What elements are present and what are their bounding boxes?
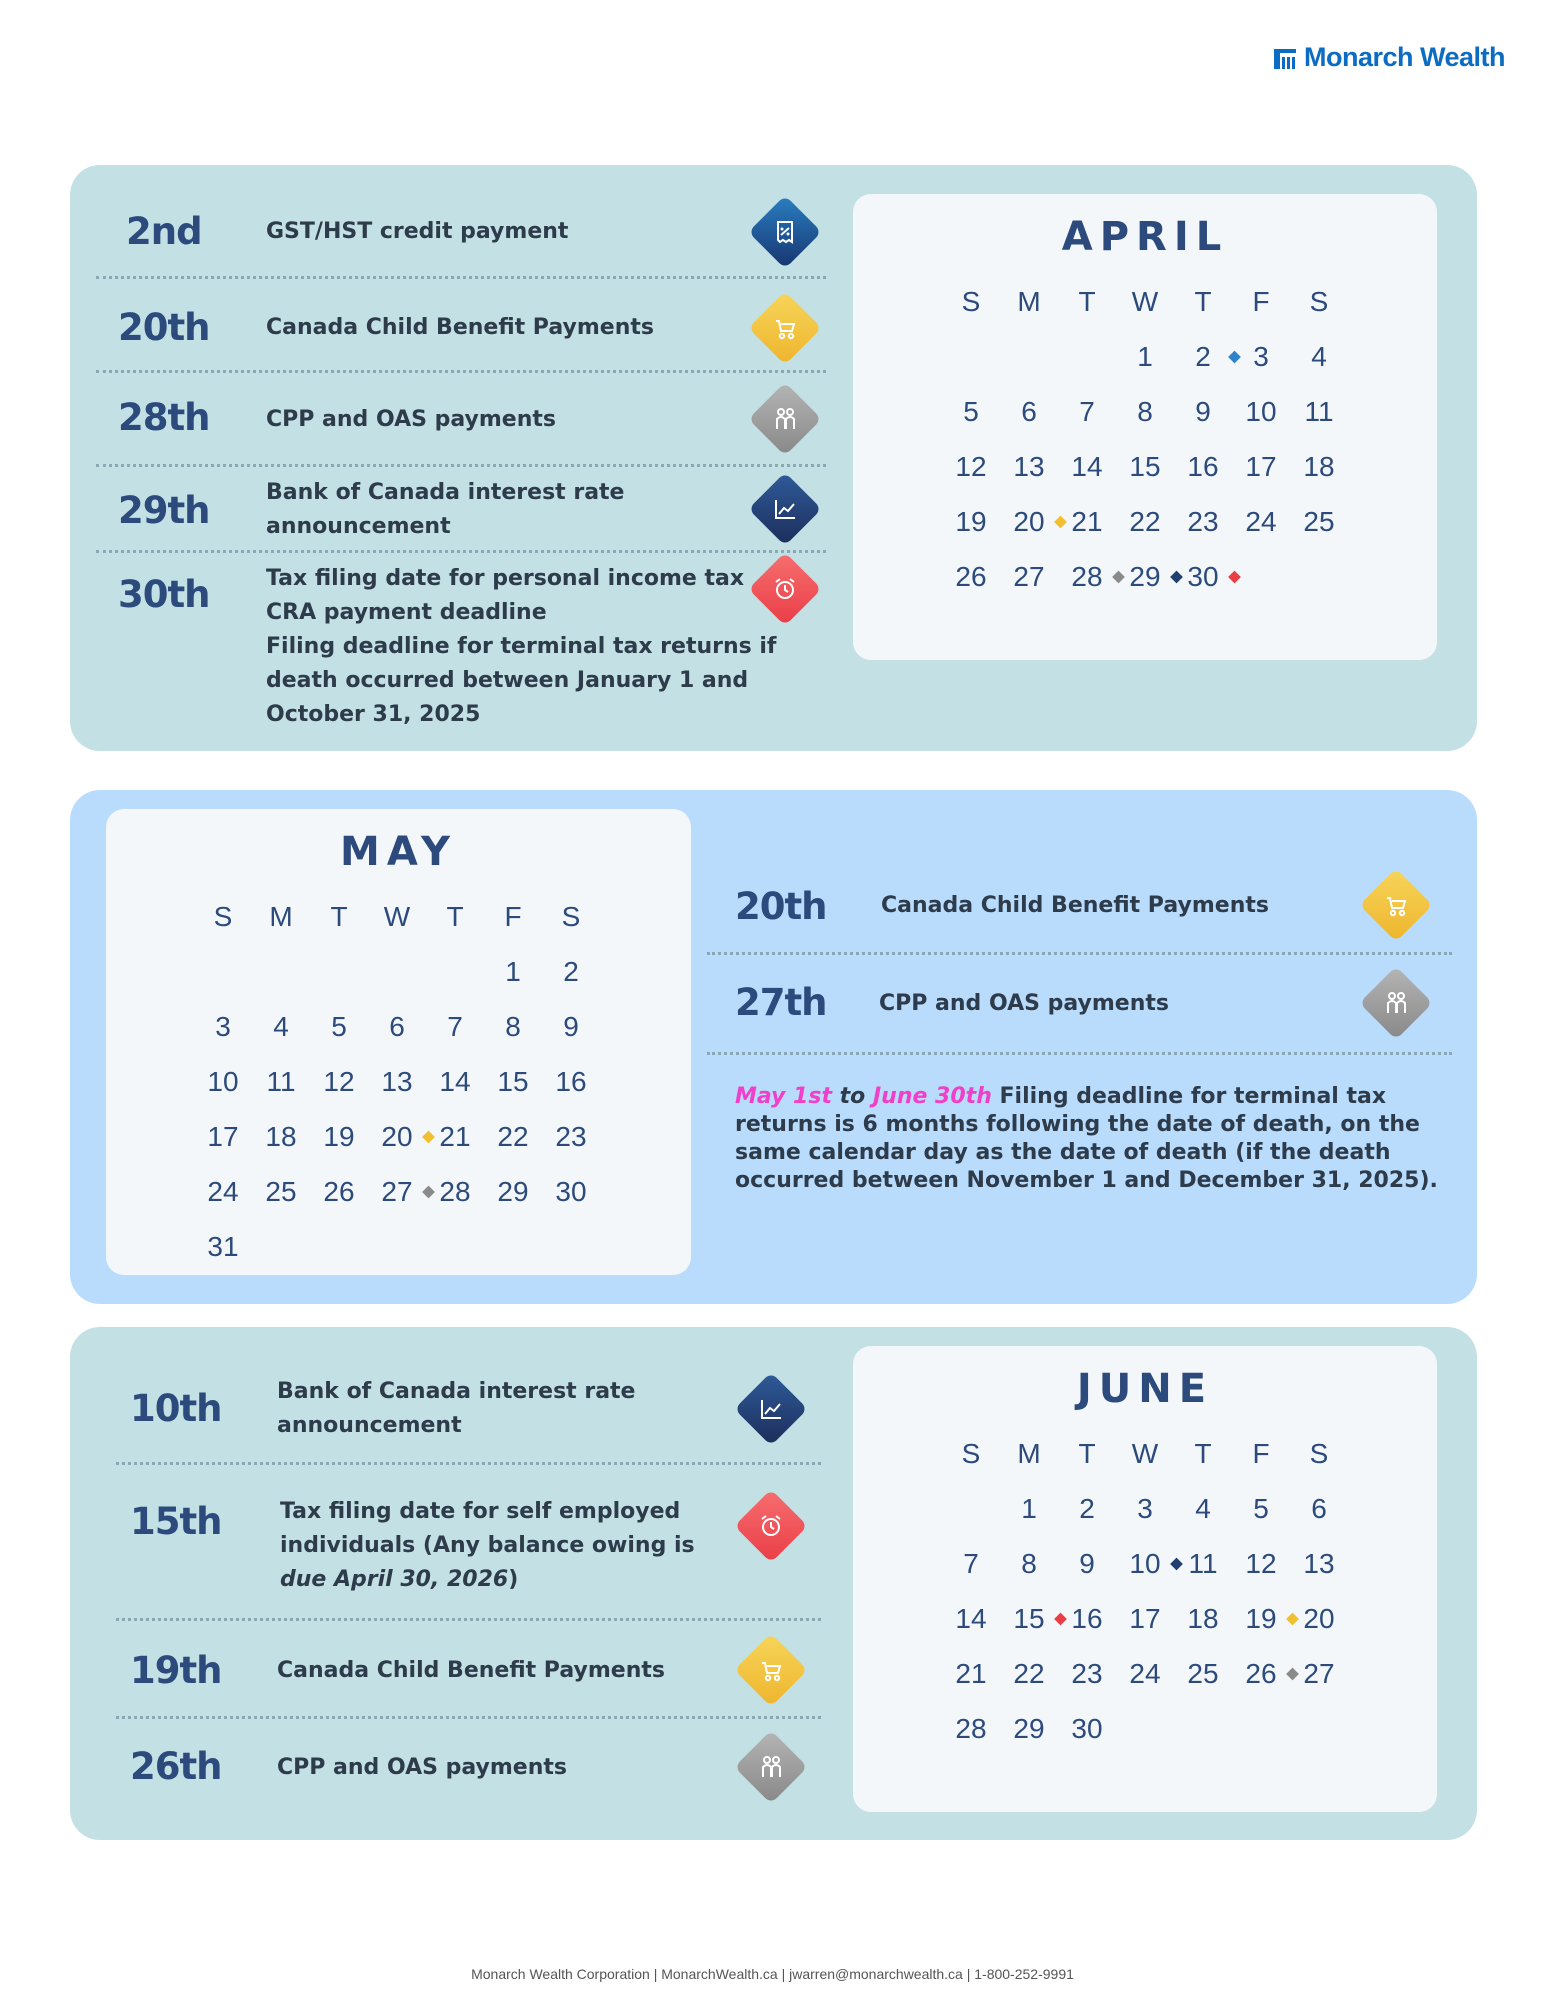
calendar-day: 5	[331, 1010, 347, 1042]
calendar-day: 27	[368, 1164, 426, 1219]
calendar-day: 14	[955, 1602, 987, 1634]
weekday-label: T	[330, 900, 348, 932]
calendar-day: 18	[265, 1120, 297, 1152]
calendar-day: 4	[1195, 1492, 1211, 1524]
weekday-label: W	[1131, 1437, 1159, 1469]
seniors-icon	[734, 1730, 808, 1804]
calendar-day: 17	[1129, 1602, 1161, 1634]
calendar-day: 2	[563, 955, 579, 987]
weekday-label: S	[1309, 285, 1329, 317]
calendar-grid	[942, 1426, 1348, 1756]
calendar-day: 30	[1071, 1712, 1103, 1744]
calendar-day: 22	[1013, 1657, 1045, 1689]
calendar-day	[942, 1481, 1000, 1536]
weekday-label: T	[1078, 285, 1096, 317]
april-calendar	[853, 194, 1437, 660]
calendar-day: 30	[1174, 549, 1232, 604]
calendar-day: 3	[1137, 1492, 1153, 1524]
weekday-label: F	[1252, 1437, 1270, 1469]
event-date: 30th	[118, 573, 210, 616]
event-description: CPP and OAS payments	[277, 1755, 567, 1780]
calendar-day	[252, 944, 310, 999]
calendar-day: 20	[1303, 1602, 1335, 1634]
event-description: Canada Child Benefit Payments	[266, 315, 654, 340]
calendar-day	[1000, 329, 1058, 384]
calendar-day: 1	[1137, 340, 1153, 372]
june-calendar	[853, 1346, 1437, 1812]
weekday-label: F	[1252, 285, 1270, 317]
calendar-day: 17	[207, 1120, 239, 1152]
calendar-day: 5	[1253, 1492, 1269, 1524]
event-description: CPP and OAS payments	[879, 991, 1169, 1016]
event-date: 2nd	[126, 210, 202, 253]
event-description: Bank of Canada interest rate announcement	[266, 480, 625, 539]
calendar-day: 6	[389, 1010, 405, 1042]
calendar-day	[194, 944, 252, 999]
calendar-day	[368, 944, 426, 999]
calendar-title: JUNE	[1076, 1366, 1214, 1412]
may-section	[70, 790, 1477, 1304]
calendar-title: APRIL	[1061, 214, 1229, 260]
calendar-day: 18	[1303, 450, 1335, 482]
june-event-list	[116, 1327, 821, 1819]
event-description: Canada Child Benefit Payments	[277, 1658, 665, 1683]
june-event-row	[116, 1465, 821, 1621]
seniors-icon	[748, 382, 822, 456]
note-start-date: May 1st	[735, 1084, 832, 1109]
calendar-day: 8	[1137, 395, 1153, 427]
weekday-label: T	[446, 900, 464, 932]
calendar-day: 28	[955, 1712, 987, 1744]
calendar-day: 26	[1232, 1646, 1290, 1701]
calendar-day: 21	[1071, 505, 1103, 537]
receipt-icon	[748, 195, 822, 269]
seniors-icon	[1359, 966, 1433, 1040]
calendar-title: MAY	[340, 829, 457, 875]
calendar-day: 25	[265, 1175, 297, 1207]
calendar-day: 19	[323, 1120, 355, 1152]
april-event-row	[96, 467, 826, 553]
calendar-day: 7	[447, 1010, 463, 1042]
calendar-day: 16	[1187, 450, 1219, 482]
note-to: to	[839, 1084, 866, 1109]
chart-icon	[748, 472, 822, 546]
calendar-day: 11	[266, 1065, 296, 1097]
brand-logo	[1274, 42, 1505, 73]
calendar-day: 12	[1245, 1547, 1277, 1579]
weekday-label: S	[1309, 1437, 1329, 1469]
calendar-day: 22	[1129, 505, 1161, 537]
calendar-day	[310, 944, 368, 999]
calendar-day: 16	[555, 1065, 587, 1097]
weekday-label: S	[961, 1437, 981, 1469]
brand-name: Monarch Wealth	[1303, 42, 1505, 72]
calendar-day: 11	[1304, 395, 1334, 427]
weekday-label: F	[504, 900, 522, 932]
calendar-day: 28	[439, 1175, 471, 1207]
stroller-icon	[1359, 868, 1433, 942]
calendar-day: 30	[555, 1175, 587, 1207]
calendar-day: 9	[1195, 395, 1211, 427]
calendar-day: 2	[1079, 1492, 1095, 1524]
calendar-day: 14	[1071, 450, 1103, 482]
weekday-label: S	[213, 900, 233, 932]
may-event-list	[707, 857, 1452, 1055]
calendar-day: 24	[207, 1175, 239, 1207]
note-text: Filing deadline for terminal tax returns is 6 months following the date of death, on the same calendar day as the date of death (if the death occurred between November 1 and December 31, 2025).	[735, 1084, 1438, 1193]
may-event-row	[707, 857, 1452, 955]
calendar-grid	[942, 274, 1348, 604]
calendar-day: 27	[1013, 560, 1045, 592]
calendar-day	[1058, 329, 1116, 384]
may-calendar	[106, 809, 691, 1275]
calendar-day: 21	[439, 1120, 471, 1152]
calendar-day: 15	[1000, 1591, 1058, 1646]
weekday-label: S	[961, 285, 981, 317]
calendar-day: 29	[497, 1175, 529, 1207]
alarm-clock-icon	[734, 1489, 808, 1563]
calendar-day: 13	[1303, 1547, 1335, 1579]
calendar-day: 19	[1232, 1591, 1290, 1646]
calendar-day: 20	[1000, 494, 1058, 549]
stroller-icon	[748, 291, 822, 365]
calendar-day: 28	[1058, 549, 1116, 604]
april-event-row	[96, 279, 826, 373]
calendar-day: 25	[1303, 505, 1335, 537]
calendar-day: 17	[1245, 450, 1277, 482]
calendar-day: 10	[1245, 395, 1277, 427]
june-event-row	[116, 1621, 821, 1719]
june-event-row	[116, 1719, 821, 1819]
april-event-row	[96, 373, 826, 467]
calendar-day	[942, 329, 1000, 384]
page-footer: Monarch Wealth Corporation | MonarchWealth.ca | jwarren@monarchwealth.ca | 1-800-252-9991	[471, 1966, 1074, 1982]
note-end-date: June 30th	[872, 1084, 992, 1109]
calendar-day: 10	[207, 1065, 239, 1097]
calendar-day: 19	[955, 505, 987, 537]
weekday-label: W	[383, 900, 411, 932]
event-date: 20th	[118, 306, 210, 349]
calendar-day: 15	[497, 1065, 529, 1097]
calendar-day: 1	[505, 955, 521, 987]
weekday-label: S	[561, 900, 581, 932]
calendar-day	[426, 944, 484, 999]
calendar-day: 3	[1253, 340, 1269, 372]
event-date: 15th	[130, 1500, 222, 1543]
event-date: 10th	[130, 1387, 222, 1430]
alarm-clock-icon	[748, 552, 822, 626]
april-event-row	[96, 165, 826, 279]
calendar-day: 18	[1187, 1602, 1219, 1634]
event-description: GST/HST credit payment	[266, 219, 569, 244]
event-description: Tax filing date for self employed individuals (Any balance owing is due April 30, 2026)	[280, 1499, 695, 1592]
calendar-day: 8	[1021, 1547, 1037, 1579]
calendar-day: 29	[1116, 549, 1174, 604]
calendar-day: 24	[1245, 505, 1277, 537]
calendar-day: 4	[273, 1010, 289, 1042]
calendar-day: 9	[1079, 1547, 1095, 1579]
calendar-day: 1	[1021, 1492, 1037, 1524]
calendar-grid	[194, 889, 600, 1274]
chart-icon	[734, 1372, 808, 1446]
weekday-label: T	[1078, 1437, 1096, 1469]
calendar-day: 10	[1116, 1536, 1174, 1591]
calendar-day: 20	[368, 1109, 426, 1164]
event-date: 20th	[735, 885, 827, 928]
calendar-day: 7	[1079, 395, 1095, 427]
calendar-day: 9	[563, 1010, 579, 1042]
calendar-day: 8	[505, 1010, 521, 1042]
weekday-label: M	[1017, 285, 1041, 317]
weekday-label: M	[1017, 1437, 1041, 1469]
event-date: 27th	[735, 981, 827, 1024]
calendar-day: 13	[1013, 450, 1045, 482]
calendar-day: 21	[955, 1657, 987, 1689]
calendar-day: 11	[1188, 1547, 1218, 1579]
calendar-day: 16	[1071, 1602, 1103, 1634]
weekday-label: M	[269, 900, 293, 932]
june-section	[70, 1327, 1477, 1840]
april-section	[70, 165, 1477, 751]
event-date: 29th	[118, 489, 210, 532]
event-date: 19th	[130, 1649, 222, 1692]
calendar-day: 12	[323, 1065, 355, 1097]
calendar-day: 5	[963, 395, 979, 427]
calendar-day: 6	[1311, 1492, 1327, 1524]
event-description: Bank of Canada interest rate announcement	[277, 1379, 636, 1438]
stroller-icon	[734, 1633, 808, 1707]
event-description: CPP and OAS payments	[266, 407, 556, 432]
calendar-day: 3	[215, 1010, 231, 1042]
calendar-day: 29	[1013, 1712, 1045, 1744]
weekday-label: T	[1194, 285, 1212, 317]
april-event-row	[96, 553, 826, 749]
june-event-row	[116, 1327, 821, 1465]
may-event-row	[707, 955, 1452, 1055]
weekday-label: W	[1131, 285, 1159, 317]
calendar-day: 31	[207, 1230, 239, 1262]
event-description: Tax filing date for personal income tax CRA payment deadline Filing deadline for terminal tax returns if death occurred between January 1 and October 31, 2025	[266, 566, 777, 727]
monarch-logo-icon	[1274, 47, 1296, 69]
calendar-day: 24	[1129, 1657, 1161, 1689]
event-marker-icon	[1228, 570, 1241, 583]
calendar-day: 4	[1311, 340, 1327, 372]
april-event-list	[96, 165, 826, 749]
calendar-day: 15	[1129, 450, 1161, 482]
calendar-day: 2	[1174, 329, 1232, 384]
calendar-day: 6	[1021, 395, 1037, 427]
event-date: 28th	[118, 396, 210, 439]
calendar-day: 23	[1187, 505, 1219, 537]
event-date: 26th	[130, 1745, 222, 1788]
calendar-day: 26	[955, 560, 987, 592]
weekday-label: T	[1194, 1437, 1212, 1469]
calendar-day: 23	[555, 1120, 587, 1152]
calendar-day: 25	[1187, 1657, 1219, 1689]
terminal-return-note	[735, 1083, 1455, 1195]
calendar-day: 22	[497, 1120, 529, 1152]
calendar-day: 26	[323, 1175, 355, 1207]
calendar-day: 13	[381, 1065, 413, 1097]
event-description: Canada Child Benefit Payments	[881, 893, 1269, 918]
calendar-day: 27	[1303, 1657, 1335, 1689]
calendar-day: 14	[439, 1065, 471, 1097]
calendar-day: 23	[1071, 1657, 1103, 1689]
calendar-day: 12	[955, 450, 987, 482]
calendar-day: 7	[963, 1547, 979, 1579]
